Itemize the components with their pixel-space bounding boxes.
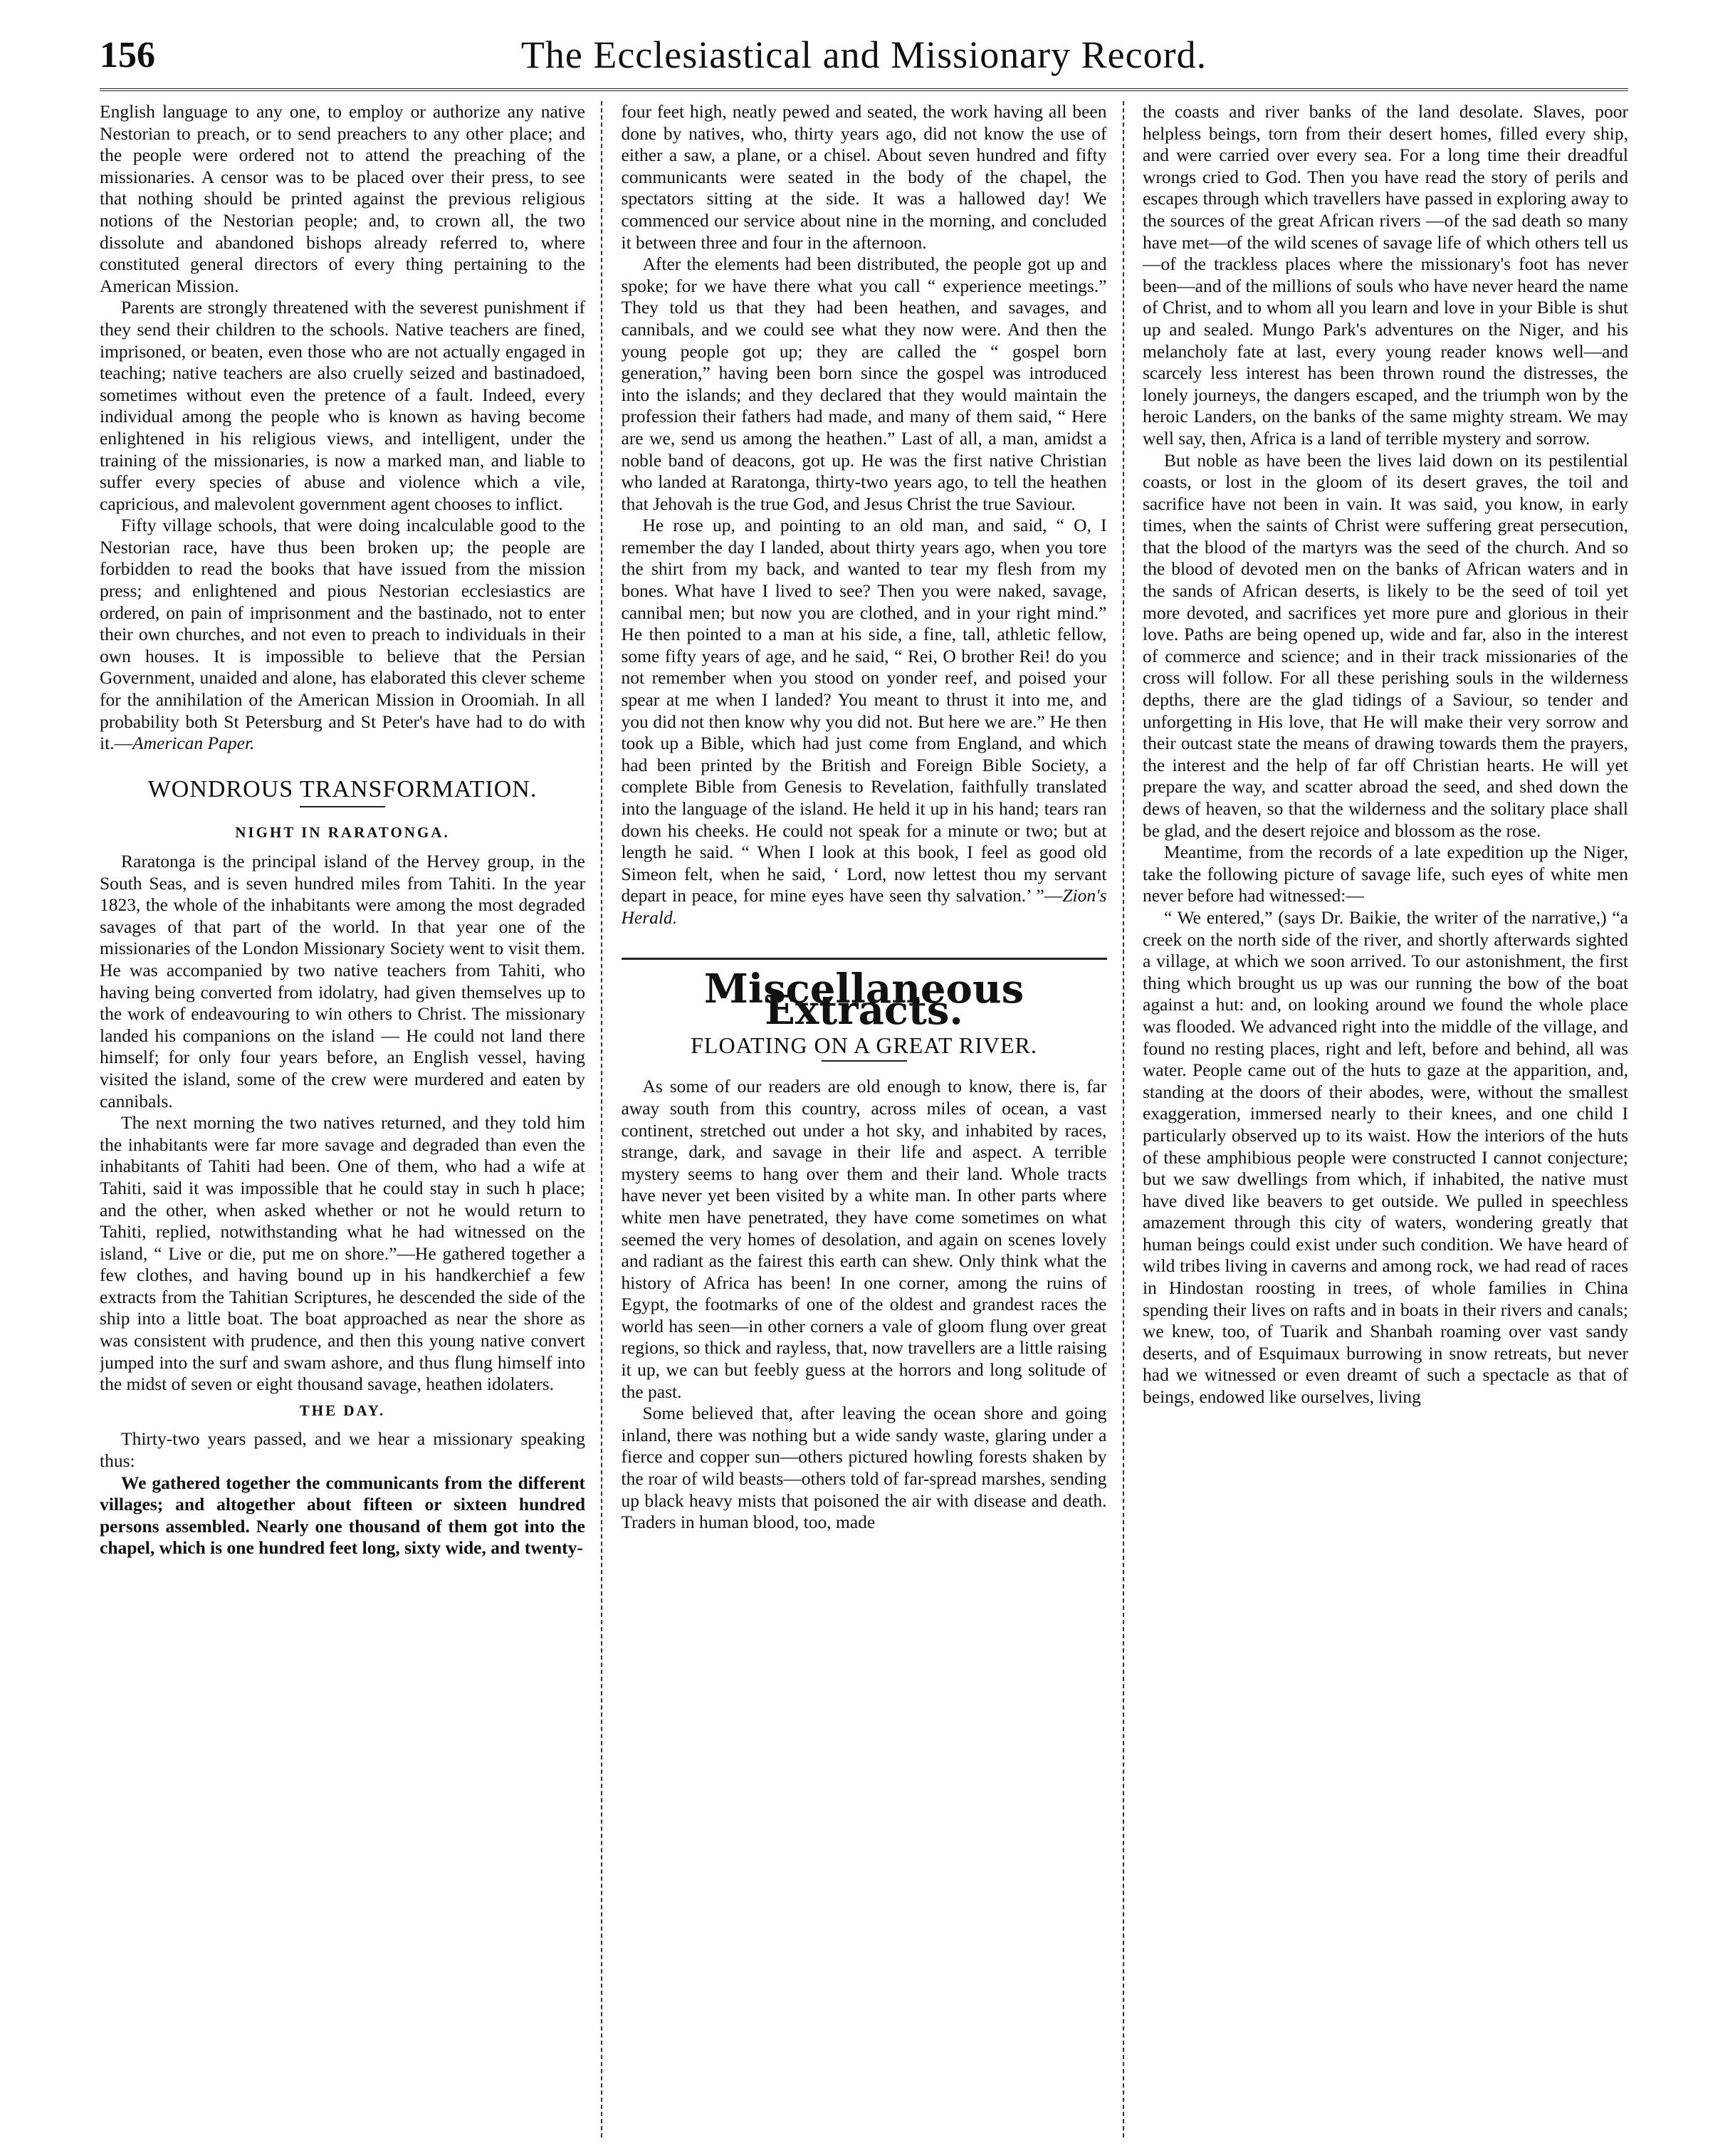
paragraph: Parents are strongly threatened with the severest punishment if they send their children to the schools. Native teachers are fined, imprisoned, or beaten, even those who are not actually engaged in teaching; native teachers are also cruelly seized and bastinadoed, sometimes without even the pretence of a fault. Indeed, every individual among the people who is known as having become enlightened in his religious views, and intelligent, under the training of the missionaries, is now a marked man, and liable to suffer every species of abuse and violence which a vile, capricious, and malevolent government agent chooses to inflict. — [100, 297, 585, 514]
paragraph: But noble as have been the lives laid down on its pestilential coasts, or lost in the gloom of its desert graves, the toil and sacrifice have not been in vain. It was said, you know, in early times, when the saints of Christ were suffering great persecution, that the blood of the martyrs was the seed of the church. And so the blood of devoted men on the banks of African waters and in the sands of African deserts, is likely to be the seed of toil yet more devoted, and sacrifices yet more pure and glorious in their love. Paths are being opened up, wide and far, also in the interest of commerce and science; and in their track missionaries of the cross will follow. For all these perishing souls in the wilderness depths, there are the glad tidings of a Saviour, so tender and unforgetting in His love, that He will make their very sorrow and their outcast state the means of drawing towards them the prayers, the interest and the help of far off Christian hearts. He will yet prepare the way, and scatter abroad the seed, and shed down the dews of heaven, so that the wilderness and the solitary place shall be glad, and the desert rejoice and blossom as the rose. — [1143, 449, 1628, 841]
text-columns — [100, 101, 1628, 2137]
paragraph: Some believed that, after leaving the ocean shore and going inland, there was nothing but a wide sandy waste, glaring under a fierce and copper sun—others pictured howling forests shaken by the roar of wild beasts—others told of far-spread marshes, sending up black heavy mists that poisoned the air with disease and death. Traders in human blood, too, made — [621, 1403, 1107, 1533]
column-3 — [1143, 101, 1628, 2137]
paragraph: Meantime, from the records of a late expedition up the Niger, take the following picture of savage life, such eyes of white men never before had witnessed:— — [1143, 842, 1628, 906]
article-title: FLOATING ON A GREAT RIVER. — [691, 1032, 1037, 1058]
paragraph — [100, 515, 585, 755]
paragraph: We gathered together the communicants from the different villages; and altogether about fifteen or sixteen hundred persons assembled. Nearly one thousand of them got into the chapel, which is one hundred feet long, sixty wide, and twenty- — [100, 1472, 585, 1559]
paragraph: the coasts and river banks of the land desolate. Slaves, poor helpless beings, torn from their desert homes, filled every ship, and were carried over every sea. For a long time their dreadful wrongs cried to God. Then you have read the story of perils and escapes through which travellers have passed in exploring away to the sources of the great African rivers —of the sad death so many have met—of the wild scenes of savage life of which others tell us—of the trackless places where the missionary's foot has never been—and of the millions of souls who have never heard the name of Christ, and to whom all you learn and love in your Bible is shut up and sealed. Mungo Park's adventures on the Niger, and his melancholy fate at last, every young reader knows well—and scarcely less interest has been thrown round the distresses, the lonely journeys, the dangers escaped, and the triumph won by the heroic Landers, on the banks of the same mighty stream. We may well say, then, Africa is a land of terrible mystery and sorrow. — [1143, 101, 1628, 449]
paragraph: four feet high, neatly pewed and seated, the work having all been done by natives, who, thirty years ago, did not know the use of either a saw, a plane, or a chisel. About seven hundred and fifty communicants were seated in the body of the chapel, the spectators sitting at the side. It was a hallowed day! We commenced our service about nine in the morning, and concluded it between three and four in the afternoon. — [621, 101, 1107, 253]
paragraph: Raratonga is the principal island of the Hervey group, in the South Seas, and is seven hundred miles from Tahiti. In the year 1823, the whole of the inhabitants were among the most degraded savages of that part of the world. In that year one of the missionaries of the London Missionary Society went to visit them. He was accompanied by two native teachers from Tahiti, who having being converted from idolatry, had given themselves up to the work of endeavouring to win others to Christ. The missionary landed his companions on the island — He could not land there himself; for only four years before, an English vessel, having visited the island, some of the crew were murdered and eaten by cannibals. — [100, 851, 585, 1111]
source-citation: American Paper. — [132, 733, 255, 754]
source-citation: Zion's Herald. — [621, 885, 1107, 928]
column-2 — [622, 101, 1107, 2137]
paragraph: English language to any one, to employ or authorize any native Nestorian to preach, or to send preachers to any other place; and the people were ordered not to attend the preaching of the missionaries. A censor was to be placed over their press, to see that nothing should be printed against the previous religious notions of the Nestorian people; and, to crown all, the two dissolute and abandoned bishops already referred to, where constituted general directors of every thing pertaining to the American Mission. — [100, 101, 585, 296]
column-divider — [1123, 101, 1127, 2137]
subheading: NIGHT IN RARATONGA. — [235, 824, 450, 842]
title-divider — [822, 1060, 907, 1062]
paragraph: After the elements had been distributed, the people got up and spoke; for we have there what you call “ experience meetings.” They told us that they had been heathen, and savages, and cannibals, and we could see what they now were. And then the young people got up; they are called the “ gospel born generation,” having been born since the gospel was introduced into the islands; and they declared that they would maintain the profession their fathers had made, and many of them said, “ Here are we, send us among the heathen.” Last of all, a man, amidst a noble band of deacons, got up. He was the first native Christian who landed at Raratonga, thirty-two years ago, to tell the heathen that Jehovah is the true God, and Jesus Christ the true Saviour. — [621, 253, 1107, 514]
section-title: WONDROUS TRANSFORMATION. — [147, 775, 538, 802]
paragraph: Thirty-two years passed, and we hear a missionary speaking thus: — [100, 1428, 585, 1472]
paragraph: “ We entered,” (says Dr. Baikie, the writer of the narrative,) “a creek on the north side of the river, and shortly afterwards sighted a village, at which we soon arrived. To our astonishment, the first thing which brought us up was our running the bow of the boat against a hut: and, on looking around we found the whole place was flooded. We advanced right into the middle of the village, and found no resting places, right and left, before and behind, all was water. People came out of the huts to gaze at the apparition, and, standing at the doors of their abodes, were, without the smallest exaggeration, immersed nearly to their knees, and one child I particularly observed up to its waist. How the interiors of the huts of these amphibious people were constructed I cannot conjecture; but we saw dwellings from which, if inhabited, the native must have dived like beavers to get outside. We pulled in speechless amazement through this city of waters, wondering greatly that human beings could exist under such condition. We have heard of wild tribes living in caverns and among rock, we had read of races in Hindostan roosting in trees, of whole families in China spending their lives on rafts and in boats in their rivers and canals; we knew, too, of Tuarik and Shanbah roaming over vast sandy deserts, and of Esquimaux burrowing in snow retreats, but never had we witnessed or even dreamt of such a spectacle as that of beings, endowed like ourselves, living — [1143, 906, 1628, 1408]
running-title: The Ecclesiastical and Missionary Record. — [520, 33, 1207, 76]
title-divider — [300, 806, 385, 807]
column-1 — [100, 101, 585, 2137]
paragraph — [622, 515, 1107, 928]
column-divider — [601, 101, 605, 2137]
paragraph-text: Fifty village schools, that were doing incalculable good to the Nestorian race, have thus been broken up; the people are forbidden to read the books that have issued from the mission press; and enlightened and pious Nestorian ecclesiastics are ordered, on pain of imprisonment and the bastinado, not to enter their own churches, and not even to preach to individuals in their own houses. It is impossible to believe that the Persian Government, unaided and alone, has elaborated this clever scheme for the annihilation of the American Mission in Oroomiah. In all probability both St Petersburg and St Peter's have had to do with it.— — [100, 515, 585, 754]
paragraph: As some of our readers are old enough to know, there is, far away south from this country, across miles of ocean, a vast continent, stretched out under a hot sky, and inhabited by races, strange, dark, and savage in their life and aspect. A terrible mystery seems to hang over them and their land. Whole tracts have never yet been visited by a white man. In other parts where white men have penetrated, they have come sometimes on what seemed the very homes of desolation, and again on scenes lovely and radiant as the fairest this earth can shew. Only think what the history of Africa has been! In one corner, among the ruins of Egypt, the footmarks of one of the oldest and grandest races the world has seen—in other corners a vale of gloom flung over great regions, so thick and rayless, that, now travellers are a little raising it up, we can but feebly guess at the horrors and long solitude of the past. — [621, 1076, 1107, 1402]
paragraph: The next morning the two natives returned, and they told him the inhabitants were far more savage and degraded than even the inhabitants of Tahiti had been. One of them, who had a wife at Tahiti, said it was impossible that he could stay in such h place; and the other, when asked whether or not he would return to Tahiti, replied, notwithstanding what he had witnessed on the island, “ Live or die, put me on shore.”—He gathered together a few clothes, and having bound up in his handkerchief a few extracts from the Tahitian Scriptures, he descended the side of the ship into a little boat. The boat approached as near the shore as was consistent with prudence, and then this young native convert jumped into the surf and swam ashore, and thus flung himself into the midst of seven or eight thousand savage, heathen idolaters. — [100, 1112, 585, 1395]
paragraph-text: He rose up, and pointing to an old man, and said, “ O, I remember the day I landed, about thirty years ago, when you tore the shirt from my back, and wanted to tear my flesh from my bones. What have I lived to see? Then you were naked, savage, cannibal men; but now you are clothed, and in your right mind.” He then pointed to a man at his side, a fine, tall, athletic fellow, some fifty years of age, and he said, “ Rei, O brother Rei! do you not remember when you stood on yonder reef, and poised your spear at me when I landed? You meant to thrust it into me, and you did not then know why you did not. But here we are.” He then took up a Bible, which had just come from England, and which had been printed by the British and Foreign Bible Society, a complete Bible from Genesis to Revelation, faithfully translated into the language of the island. He held it up in his hand; tears ran down his cheeks. He could not speak for a minute or two; but at length he said. “ When I look at this book, I feel as good old Simeon felt, when he said, ‘ Lord, now lettest thou my servant depart in peace, for mine eyes have seen thy salvation.’ ”— — [621, 515, 1107, 906]
subheading: THE DAY. — [299, 1401, 386, 1419]
section-banner: Miscellaneous Extracts. — [622, 958, 1107, 1022]
page-number: 156 — [100, 35, 155, 75]
page-header — [100, 28, 1628, 91]
